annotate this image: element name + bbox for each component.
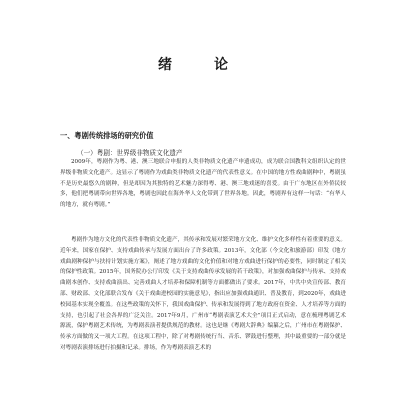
body-paragraph-block-1: [60, 157, 346, 211]
chapter-title: 绪 论: [158, 57, 242, 73]
body-paragraph: 2009年，粤剧作为粤、港、澳三地联合申报的人类非物质文化遗产申遗成功，成为联合国教科文组织认定的世界级非物质文化遗产。这显示了粤剧作为戏曲类非物质文化遗产的代表性意义。在中国的地方性戏曲剧种中，粤剧虽不是历史最悠久的剧种，但是却因为其独特的艺术魅力深得粤、港、澳三地戏迷的喜爱。由于广东地区在外侨民较多，他们把粤剧带向世界各地，粤剧也因此在海外华人文化带到了世界各地。因此，粤剧界有这样一句话：“有华人的地方，就有粤剧。”: [60, 159, 346, 209]
section-heading: 一、粤剧传统排场的研究价值: [60, 131, 154, 140]
subsection-heading: （一）粤剧：世界级非物质文化遗产: [77, 149, 183, 157]
body-paragraph: 粤剧作为地方文化的代表性非物质文化遗产，其传承和发展对繁荣地方文化、维护文化多样性有着重要的意义。近年来，国家在保护、支持戏曲传承与发展方面出台了许多政策。2013年，文化部（今文化和旅游部）印发《地方戏曲剧种保护与扶持计划实施方案》，阐述了地方戏曲的文化价值和对地方戏曲进行保护的必要性，同时制定了相关的保护性政策。2015年，国务院办公厅印发《关于支持戏曲传承发展的若干政策》，对加强戏曲保护与传承、支持戏曲剧本创作、支持戏曲演出、完善戏曲人才培养和保障机制等方面都做出了要求。2017年，中共中央宣传部、教育部、财政部、文化部联合发布《关于戏曲进校园的实施意见》，指出应加强戏曲通识、普及教育，到2020年，戏曲进校园基本实现全覆盖。在这些政策的关怀下，我国戏曲保护、传承和发展得到了地方政府在资金、人才培养等方面的支持，也引起了社会各界的广泛关注。2017年9月，广州市“粤剧表演艺术大全”项目正式启动，意在梳理粤剧艺术源流，保护粤剧艺术传统，为粤剧表演者提供规范的教材。这也是继《粤剧大辞典》编纂之后，广州市在粤剧保护、传承方面做的又一项大工程。在这项工程中，除了对粤剧传统行当、音乐、锣鼓进行整理，其中最重要的一部分就是对粤剧表演排场进行拍摄和记录。排场，作为粤剧表演艺术的: [60, 237, 346, 351]
body-paragraph-block-2: [60, 235, 346, 354]
